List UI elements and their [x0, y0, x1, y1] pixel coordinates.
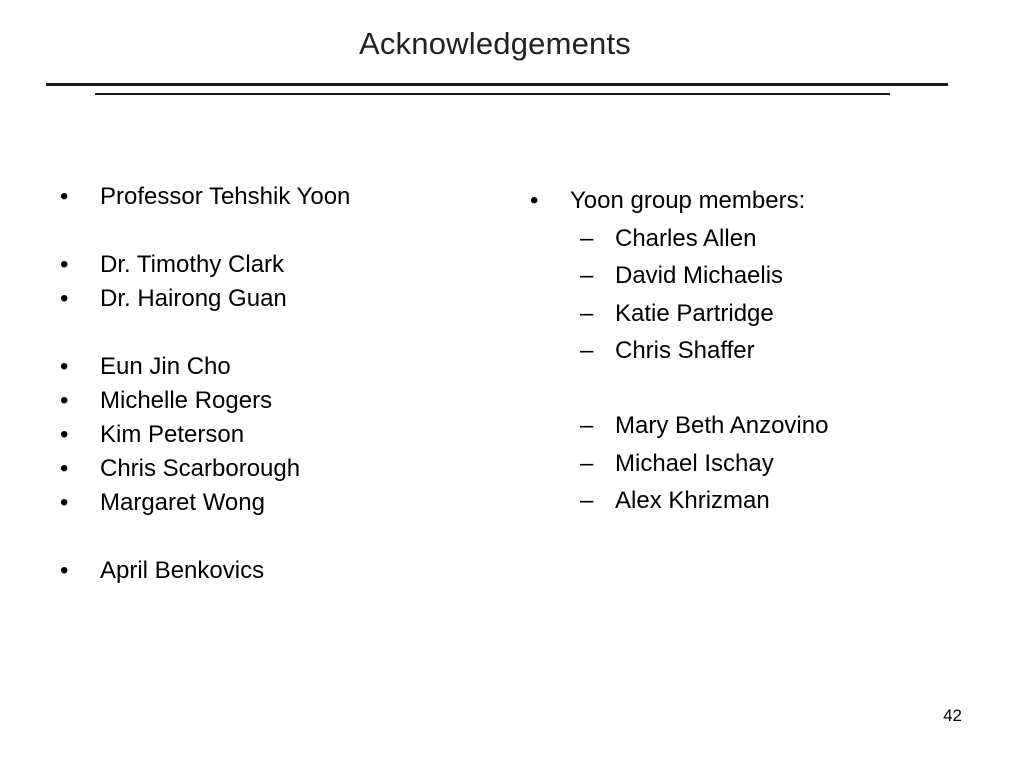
page-number: 42 — [943, 706, 962, 725]
bullet-icon: • — [60, 251, 69, 278]
list-item-text: Kim Peterson — [100, 421, 245, 448]
bullet-icon: • — [60, 455, 69, 482]
dash-icon: – — [580, 449, 594, 477]
dash-icon: – — [580, 224, 594, 252]
slide-title: Acknowledgements — [358, 26, 631, 61]
member-name: Charles Allen — [615, 224, 757, 252]
title-rule-bottom — [95, 93, 890, 95]
list-item-text: Michelle Rogers — [100, 387, 273, 414]
bullet-icon: • — [60, 387, 69, 414]
dash-icon: – — [580, 262, 594, 289]
member-name: Michael Ischay — [615, 449, 774, 477]
list-item-text: Dr. Hairong Guan — [100, 285, 287, 312]
member-name: David Michaelis — [615, 262, 784, 289]
bullet-icon: • — [530, 187, 539, 214]
member-name: Katie Partridge — [615, 299, 774, 327]
group-heading: Yoon group members: — [570, 187, 806, 214]
list-item-text: Professor Tehshik Yoon — [100, 183, 351, 210]
dash-icon: – — [580, 299, 594, 327]
member-name: Chris Shaffer — [615, 337, 755, 364]
bullet-icon: • — [60, 421, 69, 448]
list-item-text: Dr. Timothy Clark — [100, 251, 285, 278]
bullet-icon: • — [60, 489, 69, 516]
bullet-icon: • — [60, 183, 69, 210]
title-rule-top — [46, 83, 948, 86]
list-item-text: Chris Scarborough — [100, 455, 301, 482]
member-name: Mary Beth Anzovino — [615, 412, 829, 439]
dash-icon: – — [580, 412, 594, 439]
bullet-icon: • — [60, 285, 69, 312]
bullet-icon: • — [60, 557, 69, 584]
bullet-icon: • — [60, 353, 69, 380]
list-item-text: April Benkovics — [100, 557, 265, 584]
dash-icon: – — [580, 337, 594, 364]
dash-icon: – — [580, 487, 594, 514]
list-item-text: Margaret Wong — [100, 489, 265, 516]
list-item-text: Eun Jin Cho — [100, 353, 231, 380]
member-name: Alex Khrizman — [615, 487, 770, 514]
